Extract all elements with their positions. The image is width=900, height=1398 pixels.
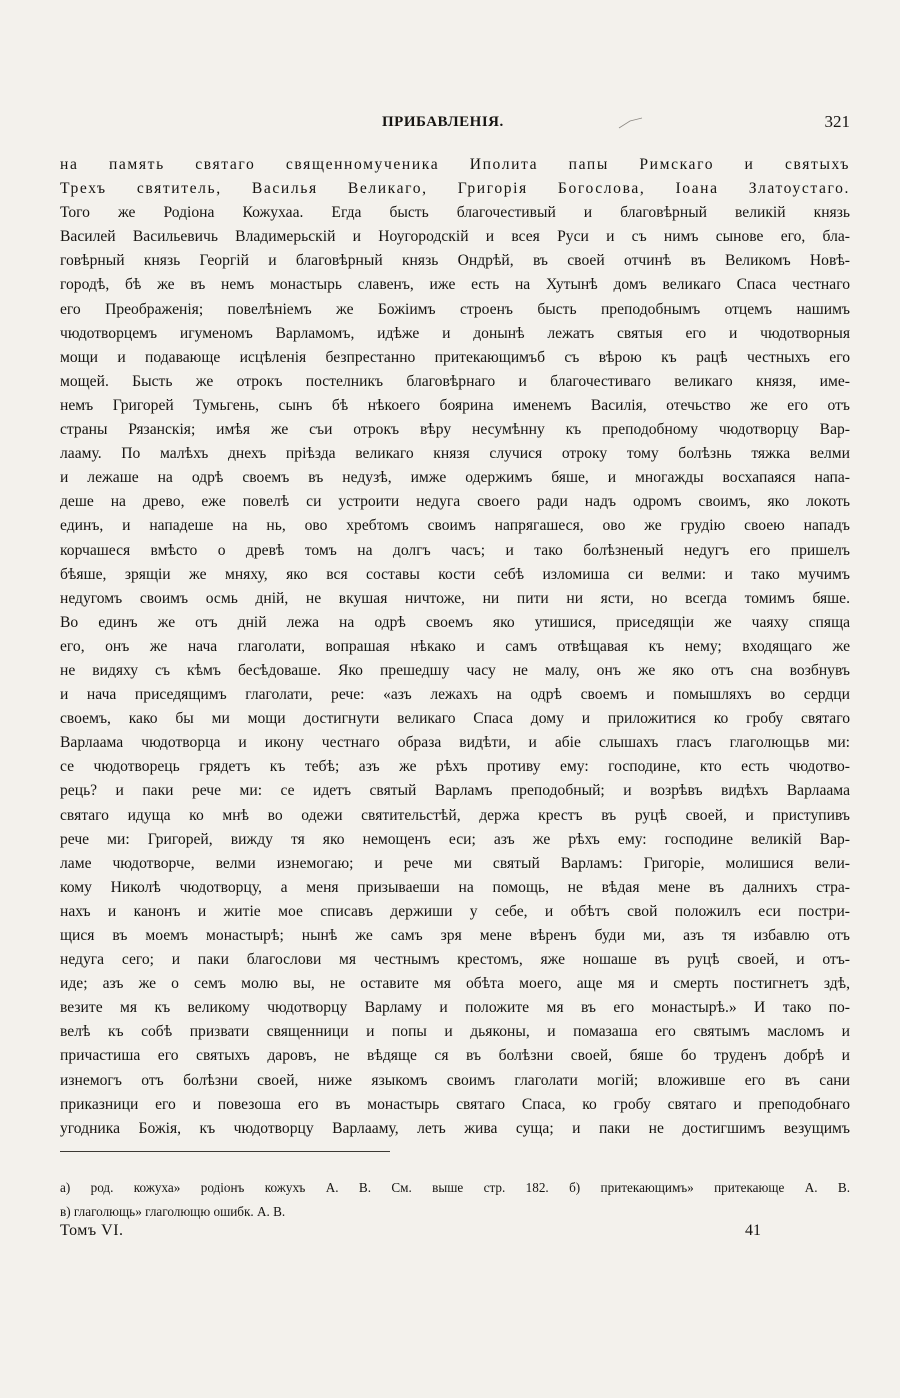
text-line: не видяху съ кѣмъ бесѣдоваше. Яко прешедшу часу не малу, онъ же яко отъ сна возбнувъ [60, 661, 850, 679]
page-header [60, 112, 850, 138]
text-line: се чюдотворець грядетъ къ тебѣ; азъ же рѣхъ противу ему: господине, кто есть чюдотво- [60, 758, 850, 776]
text-line: бѣяше, зрящіи же мняху, яко вся составы кости себѣ изломиша си велми: и тако мучимъ [60, 565, 850, 583]
text-line: велѣ къ собѣ призвати священници и попы и дьяконы, и помазаша его святымъ масломъ и [60, 1023, 850, 1041]
footnote-line: в) глаголющь» глаголющю ошибк. А. В. [60, 1204, 286, 1219]
text-line: лааму. По малѣхъ днехъ пріѣзда великаго князя случися отроку тому болѣзнь тяжка велми [60, 445, 850, 463]
text-line: рець? и паки рече ми: се идетъ святый Варламъ преподобный; и возрѣвъ видѣхъ Варлаама [60, 782, 850, 800]
text-line: Того же Родіона Кожухаа. Егда бысть благочестивый и благовѣрный великій князь [60, 204, 850, 222]
text-line: деше на древо, еже повелѣ си устроити недуга своего ради надъ одромъ своимъ, яко локоть [60, 493, 850, 511]
text-line: везите мя къ великому чюдотворцу Варламу и положите мя въ его монастырѣ.» И тако по- [60, 999, 850, 1017]
text-line: причастиша его святыхъ даровъ, не вѣдяще ся въ болѣзни своей, бяше бо труденъ добрѣ и [60, 1047, 850, 1065]
text-line: чюдотворцемъ игуменомъ Варламомъ, идѣже и донынѣ лежатъ святыя его и чюдотворныя [60, 324, 850, 342]
text-line: кому Николѣ чюдотворцу, а меня призываеши на помощь, не вѣдая мене въ далнихъ стра- [60, 878, 850, 896]
text-line: рече ми: Григорей, вижду тя яко немощенъ еси; азъ же рѣхъ ему: господине великій Вар- [60, 830, 850, 848]
text-line: и лежаше на одрѣ своемъ въ недузѣ, имже одержимъ бяше, и многажды восхапаяся напа- [60, 469, 850, 487]
pencil-mark-icon [618, 116, 644, 130]
footnote-divider [60, 1151, 390, 1152]
text-line: городѣ, бѣ же въ немъ монастырь славенъ, иже есть на Хутынѣ домъ великаго Спаса честнаго [60, 276, 850, 294]
text-line: мощей. Бысть же отрокъ постелникъ благовѣрнаго и благочестиваго великаго князя, име- [60, 372, 850, 390]
text-line: Василей Васильевичь Владимерьскій и Ноугородскій и всея Руси и съ нимъ сынове его, бла- [60, 228, 850, 246]
text-line: Во единъ же отъ дній лежа на одрѣ своемъ яко утишися, приседящіи же чаяху спяща [60, 613, 850, 631]
text-line: святаго идуща ко мнѣ во одежи святительстѣй, держа крестъ въ руцѣ своей, и приступивъ [60, 806, 850, 824]
text-line: мощи и подавающе исцѣленія безпрестанно притекающимъб съ вѣрою къ рацѣ честныхъ его [60, 348, 850, 366]
text-line: недугомъ своимъ осмь дній, не вкушая ничтоже, ни пити ни ясти, но всегда томимъ бяше. [60, 589, 850, 607]
body-text [60, 153, 850, 1141]
text-line: и нача приседящимъ глаголати, рече: «азъ лежахъ на одрѣ своемъ и помышляхъ во сердци [60, 686, 850, 704]
text-line: ламе чюдотворче, велми изнемогаю; и рече ми святый Варламъ: Григоріе, молишися вели- [60, 854, 850, 872]
footnote-line: а) род. кожуха» родіонъ кожухъ А. В. См. выше стр. 182. б) притекающимъ» притекающе А. В. [60, 1180, 850, 1195]
text-line: страны Рязанскія; имѣя же съи отрокъ вѣру несумѣнну къ преподобному чюдотворцу Вар- [60, 421, 850, 439]
running-head: ПРИБАВЛЕНІЯ. [382, 114, 504, 130]
text-line: щися въ моемъ монастырѣ; нынѣ же самъ зря мене вѣренъ буди ми, азъ тя избавлю отъ [60, 927, 850, 944]
page-footer [60, 1222, 850, 1248]
text-line: угодника Божія, къ чюдотворцу Варлааму, леть жива суща; и паки не достигшимъ везущимъ [60, 1119, 850, 1137]
text-line: немъ Григорей Тумьгень, сынъ бѣ нѣкоего боярина именемъ Василія, отечьство же его отъ [60, 396, 850, 414]
text-line: недуга сего; и паки благослови мя честнымъ крестомъ, яже ношаше въ руцѣ своей, и отъ- [60, 951, 850, 969]
volume-label: Томъ VI. [60, 1222, 124, 1239]
footnotes [60, 1176, 850, 1224]
text-line: единъ, и нападеше на нь, ово хребтомъ своимъ напрягашеся, ово же грудію своею нападъ [60, 517, 850, 535]
text-line: Варлаама чюдотворца и икону честнаго образа видѣти, и абіе слышахъ гласъ глаголющьв ми: [60, 734, 850, 752]
text-line: своемъ, како бы ми мощи достигнути великаго Спаса дому и приложитися ко гробу святаго [60, 710, 850, 728]
signature-mark: 41 [745, 1222, 761, 1239]
text-line: корчашеся вмѣсто о древѣ томъ на долгъ часъ; и тако болѣзненый недугъ его пришелъ [60, 541, 850, 559]
text-line: приказници его и повезоша его въ монастырь святаго Спаса, ко гробу святаго и преподобнаго [60, 1095, 850, 1113]
text-line: на память святаго священномученика Иполита папы Римскаго и святыхъ [60, 156, 850, 173]
text-line: Трехъ святитель, Василья Великаго, Григорія Богослова, Іоана Златоустаго. [60, 180, 850, 198]
text-line: его Преображенія; повелѣніемъ же Божіимъ строенъ бысть преподобнымъ отцемъ нашимъ [60, 300, 850, 318]
text-line: изнемогъ отъ болѣзни своей, ниже языкомъ своимъ глаголати могій; вложивше его въ сани [60, 1071, 850, 1089]
text-line: говѣрный князь Георгій и благовѣрный князь Ондрѣй, въ своей отчинѣ въ Великомъ Новѣ- [60, 252, 850, 270]
text-line: его, онъ же нача глаголати, вопрашая нѣкако и самъ отвѣщавая къ нему; входящаго же [60, 637, 850, 655]
text-line: нахъ и канонъ и житіе мое списавъ держиши у себе, и обѣтъ свой положилъ еси постри- [60, 902, 850, 920]
page-number: 321 [824, 112, 850, 131]
text-line: иде; азъ же о семъ молю вы, не оставите мя обѣта моего, аще мя и смерть постигнетъ здѣ, [60, 975, 850, 993]
